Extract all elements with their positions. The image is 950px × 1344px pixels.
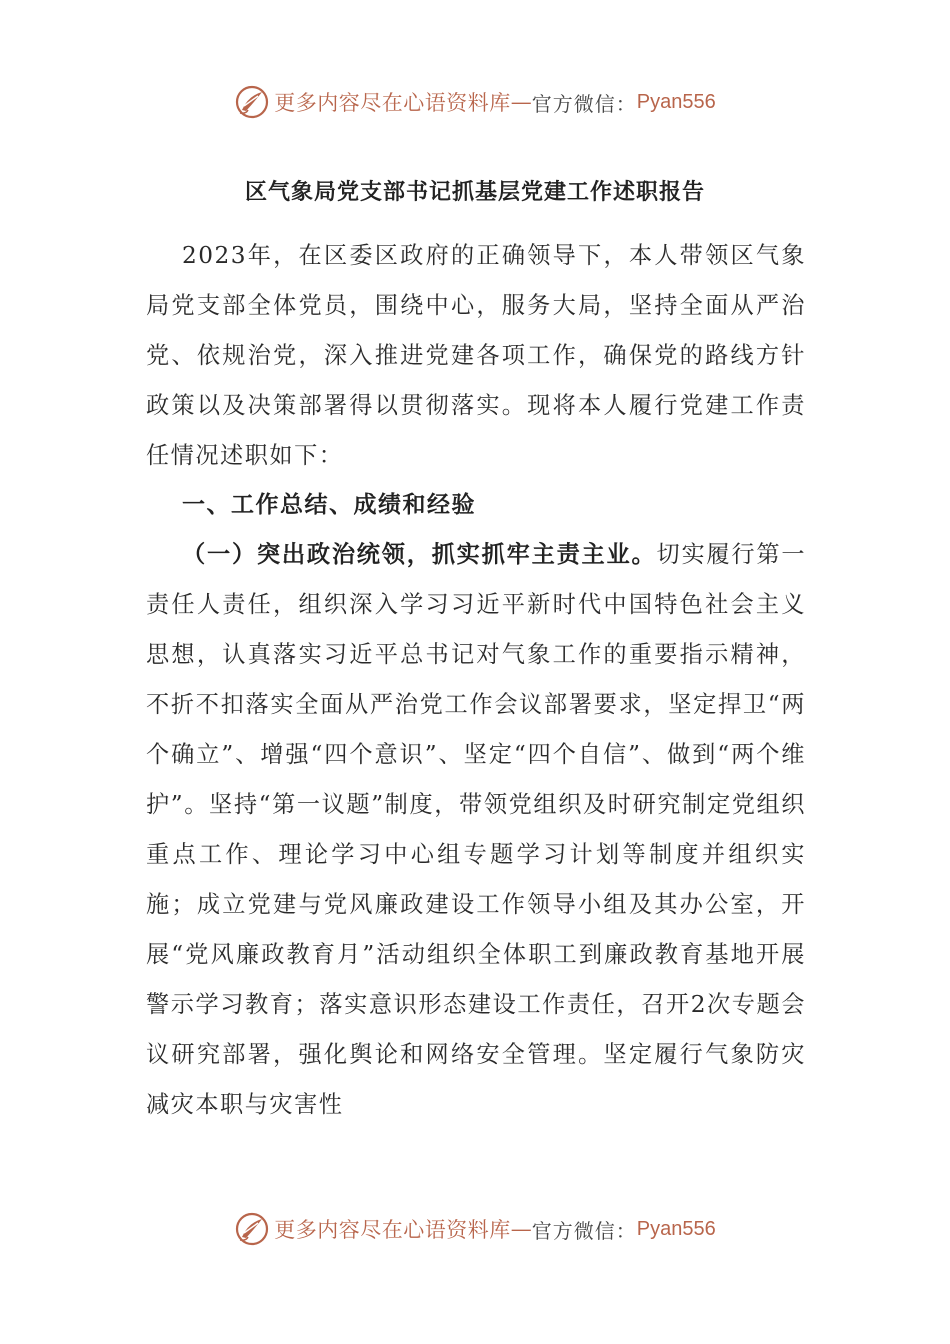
subsection-body: 切实履行第一责任人责任，组织深入学习习近平新时代中国特色社会主义思想，认真落实习近平总书记对气象工作的重要指示精神，不折不扣落实全面从严治党工作会议部署要求，坚定捍卫“两个确立”、增强“四个意识”、坚定“四个自信”、做到“两个维护”。坚持“第一议题”制度，带领党组织及时研究制定党组织重点工作、理论学习中心组专题学习计划等制度并组织实施；成立党建与党风廉政建设工作领导小组及其办公室，开展“党风廉政教育月”活动组织全体职工到廉政教育基地开展警示学习教育；落实意识形态建设工作责任，召开2次专题会议研究部署，强化舆论和网络安全管理。坚定履行气象防灾减灾本职与灾害性 bbox=[146, 541, 807, 1118]
footer-banner bbox=[0, 1209, 950, 1249]
document-title: 区气象局党支部书记抓基层党建工作述职报告 bbox=[244, 180, 705, 205]
banner-separator: — bbox=[510, 90, 532, 114]
subsection-lead: （一）突出政治统领，抓实抓牢主责主业。 bbox=[182, 541, 657, 568]
banner-text: 更多内容尽在心语资料库 bbox=[274, 91, 511, 115]
header-banner bbox=[0, 82, 950, 122]
banner-label: 官方微信： bbox=[531, 91, 637, 116]
section-heading: 一、工作总结、成绩和经验 bbox=[182, 492, 476, 518]
subsection-paragraph bbox=[146, 530, 806, 1130]
banner-label: 官方微信： bbox=[531, 1218, 637, 1243]
banner-wechat-id: Pyan556 bbox=[636, 90, 716, 113]
banner-text: 更多内容尽在心语资料库 bbox=[274, 1218, 511, 1242]
banner-wechat-id: Pyan556 bbox=[636, 1217, 716, 1240]
intro-paragraph: 2023年，在区委区政府的正确领导下，本人带领区气象局党支部全体党员，围绕中心，服务大局，坚持全面从严治党、依规治党，深入推进党建各项工作，确保党的路线方针政策以及决策部署得以贯彻落实。现将本人履行党建工作责任情况述职如下： bbox=[146, 242, 806, 469]
pen-logo-icon bbox=[234, 1211, 270, 1247]
pen-logo-icon bbox=[234, 84, 270, 120]
banner-separator: — bbox=[510, 1217, 532, 1241]
